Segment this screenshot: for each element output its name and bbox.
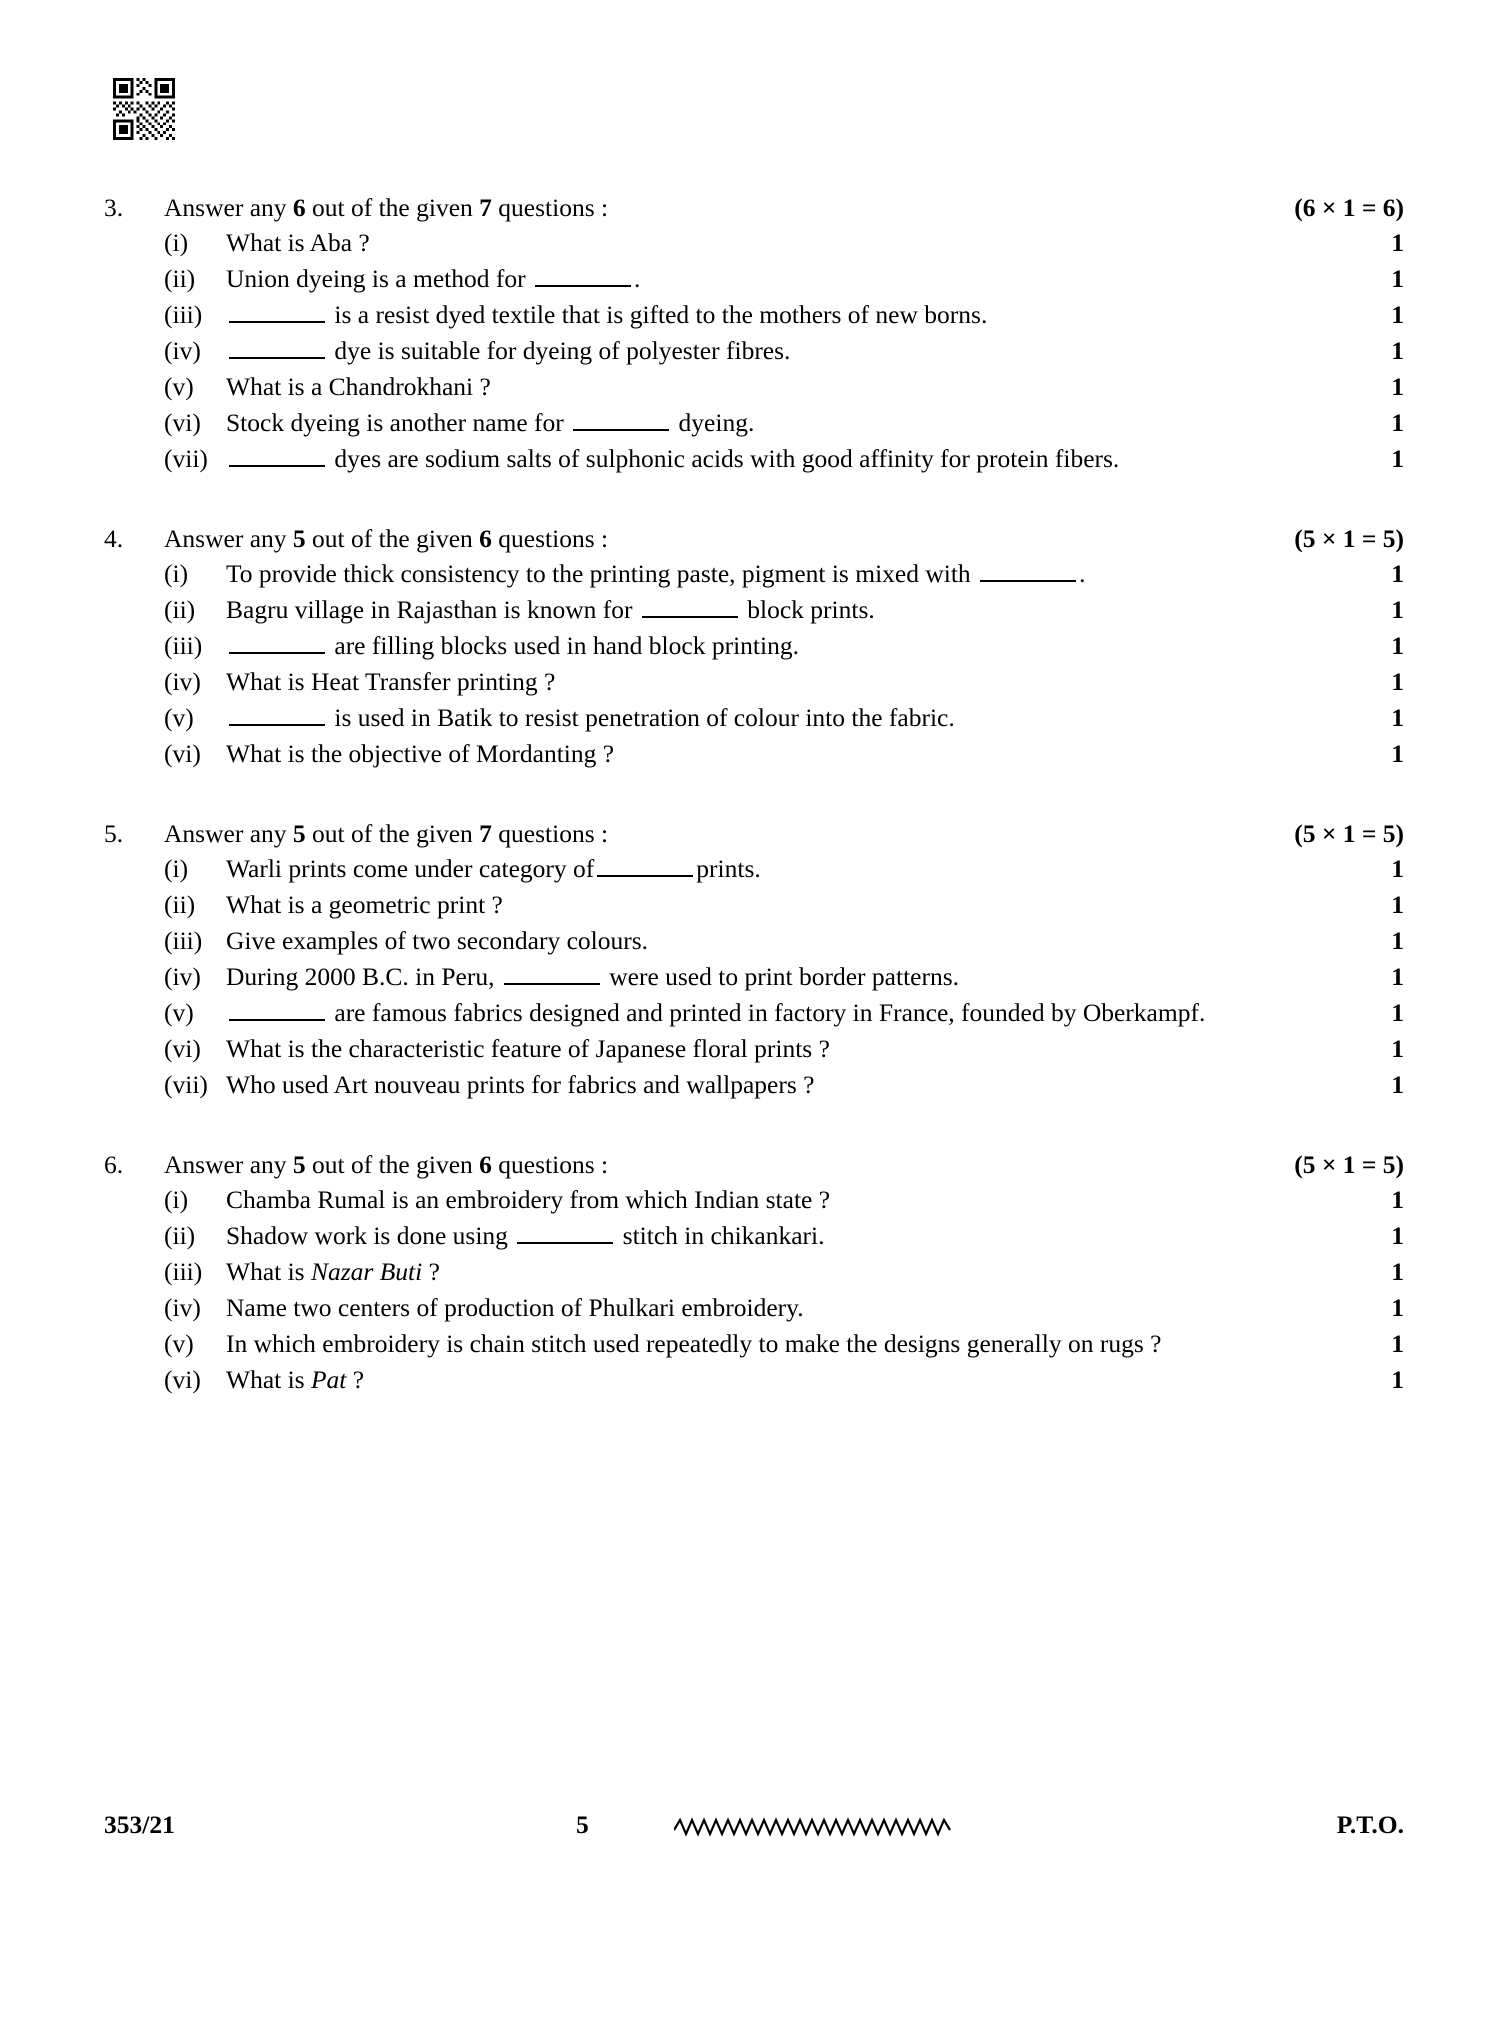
fill-blank: [504, 960, 600, 985]
fill-blank: [229, 298, 325, 323]
heading-mid: out of the given: [305, 524, 480, 553]
qr-code-icon: [113, 78, 175, 140]
sub-question-text: In which embroidery is chain stitch used repeatedly to make the designs generally on rugs ?: [226, 1329, 1162, 1358]
sub-question-row: [104, 441, 1404, 477]
heading-count-answer: 5: [292, 1150, 306, 1179]
sub-question-label: (vii): [164, 444, 208, 473]
sub-question-row: [104, 887, 1404, 923]
sub-question-row: [104, 261, 1404, 297]
question-marks: (5 × 1 = 5): [1294, 524, 1404, 553]
sub-question-mark: 1: [1391, 1365, 1404, 1394]
sub-question-label: (ii): [164, 264, 196, 293]
heading-mid: out of the given: [305, 819, 480, 848]
sub-question-row: [104, 1218, 1404, 1254]
heading-count-total: 7: [479, 193, 492, 222]
question-marks: (5 × 1 = 5): [1294, 819, 1404, 848]
sub-question-mark: 1: [1391, 962, 1404, 991]
sub-question-text: Name two centers of production of Phulkari embroidery.: [226, 1293, 804, 1322]
sub-question-row: [104, 995, 1404, 1031]
sub-question-text: What is a geometric print ?: [226, 890, 503, 919]
sub-question-row: [104, 1362, 1404, 1398]
question-marks: (5 × 1 = 5): [1294, 1150, 1404, 1179]
heading-pre: Answer any: [164, 193, 293, 222]
fill-blank: [229, 334, 325, 359]
sub-question-mark: 1: [1391, 228, 1404, 257]
heading-count-answer: 5: [292, 524, 306, 553]
question-heading-text: [164, 521, 1244, 556]
sub-question-label: (ii): [164, 595, 196, 624]
paper-code: 353/21: [104, 1810, 175, 1839]
heading-count-total: 6: [479, 1150, 492, 1179]
sub-question-label: (iv): [164, 962, 201, 991]
sub-question-label: (vi): [164, 408, 201, 437]
sub-question-mark: 1: [1391, 408, 1404, 437]
page-footer: [104, 1810, 1404, 1856]
sub-question-text: Bagru village in Rajasthan is known for block prints.: [226, 592, 1244, 628]
sub-question-mark: 1: [1391, 595, 1404, 624]
sub-question-mark: 1: [1391, 1070, 1404, 1099]
question-block-5: [104, 816, 1404, 1103]
sub-question-label: (iii): [164, 926, 203, 955]
sub-question-row: [104, 851, 1404, 887]
question-number: 3.: [104, 193, 124, 222]
sub-question-row: [104, 225, 1404, 261]
sub-question-text: Give examples of two secondary colours.: [226, 926, 649, 955]
turn-over-label: P.T.O.: [1336, 1810, 1404, 1839]
question-heading-text: [164, 816, 1244, 851]
sub-question-label: (iii): [164, 631, 203, 660]
question-block-6: [104, 1147, 1404, 1398]
sub-question-label: (iv): [164, 667, 201, 696]
sub-question-label: (i): [164, 1185, 189, 1214]
sub-question-label: (ii): [164, 1221, 196, 1250]
heading-count-total: 7: [479, 819, 492, 848]
sub-question-row: [104, 1326, 1404, 1362]
sub-question-text: is used in Batik to resist penetration of colour into the fabric.: [226, 700, 1244, 736]
sub-question-label: (vi): [164, 1365, 201, 1394]
question-heading-text: [164, 1147, 1244, 1182]
sub-question-label: (iv): [164, 336, 201, 365]
sub-question-text: What is Pat ?: [226, 1365, 365, 1394]
sub-question-label: (iv): [164, 1293, 201, 1322]
sub-question-row: [104, 1067, 1404, 1103]
sub-question-mark: 1: [1391, 890, 1404, 919]
sub-question-mark: 1: [1391, 739, 1404, 768]
sub-question-row: [104, 700, 1404, 736]
question-marks: (6 × 1 = 6): [1294, 193, 1404, 222]
sub-question-text: Shadow work is done using stitch in chikankari.: [226, 1218, 1244, 1254]
fill-blank: [229, 701, 325, 726]
fill-blank: [229, 629, 325, 654]
sub-question-text: dyes are sodium salts of sulphonic acids with good affinity for protein fibers.: [226, 441, 1244, 477]
heading-post: questions :: [491, 193, 609, 222]
sub-question-row: [104, 297, 1404, 333]
question-number: 6.: [104, 1150, 124, 1179]
sub-question-label: (v): [164, 372, 194, 401]
sub-question-label: (iii): [164, 1257, 203, 1286]
sub-question-label: (v): [164, 703, 194, 732]
sub-question-row: [104, 959, 1404, 995]
italic-term: Nazar Buti: [310, 1257, 423, 1286]
sub-question-row: [104, 923, 1404, 959]
question-block-4: [104, 521, 1404, 772]
italic-term: Pat: [310, 1365, 347, 1394]
sub-question-text: are filling blocks used in hand block printing.: [226, 628, 1244, 664]
sub-question-row: [104, 664, 1404, 700]
sub-question-row: [104, 1290, 1404, 1326]
sub-question-text: Stock dyeing is another name for dyeing.: [226, 405, 1244, 441]
sub-question-row: [104, 1182, 1404, 1218]
zigzag-divider-icon: [674, 1816, 954, 1844]
sub-question-text: What is Nazar Buti ?: [226, 1257, 440, 1286]
sub-question-label: (ii): [164, 890, 196, 919]
heading-mid: out of the given: [305, 1150, 480, 1179]
sub-question-row: [104, 333, 1404, 369]
question-number: 5.: [104, 819, 124, 848]
sub-question-text: Warli prints come under category of prints.: [226, 851, 1244, 887]
fill-blank: [642, 593, 738, 618]
sub-question-text: dye is suitable for dyeing of polyester fibres.: [226, 333, 1244, 369]
question-heading-row: [104, 1147, 1404, 1182]
sub-question-mark: 1: [1391, 264, 1404, 293]
fill-blank: [517, 1219, 613, 1244]
sub-question-label: (i): [164, 854, 189, 883]
sub-question-mark: 1: [1391, 336, 1404, 365]
sub-question-label: (iii): [164, 300, 203, 329]
sub-question-mark: 1: [1391, 667, 1404, 696]
sub-question-text: What is Aba ?: [226, 228, 370, 257]
sub-question-label: (v): [164, 1329, 194, 1358]
sub-question-row: [104, 736, 1404, 772]
sub-question-row: [104, 556, 1404, 592]
sub-question-label: (v): [164, 998, 194, 1027]
heading-mid: out of the given: [305, 193, 480, 222]
heading-post: questions :: [491, 524, 609, 553]
sub-question-text: What is a Chandrokhani ?: [226, 372, 491, 401]
page-number: 5: [576, 1810, 589, 1839]
sub-question-text: What is the characteristic feature of Japanese floral prints ?: [226, 1034, 830, 1063]
heading-post: questions :: [491, 819, 609, 848]
sub-question-mark: 1: [1391, 1329, 1404, 1358]
fill-blank: [597, 852, 693, 877]
sub-question-text: To provide thick consistency to the printing paste, pigment is mixed with .: [226, 556, 1244, 592]
sub-question-mark: 1: [1391, 631, 1404, 660]
sub-question-text: is a resist dyed textile that is gifted to the mothers of new borns.: [226, 297, 1244, 333]
questions-container: [104, 190, 1404, 1398]
sub-question-mark: 1: [1391, 372, 1404, 401]
sub-question-mark: 1: [1391, 1257, 1404, 1286]
sub-question-text: Who used Art nouveau prints for fabrics and wallpapers ?: [226, 1070, 815, 1099]
sub-question-mark: 1: [1391, 1293, 1404, 1322]
sub-question-row: [104, 1031, 1404, 1067]
sub-question-text: Union dyeing is a method for .: [226, 261, 1244, 297]
fill-blank: [573, 406, 669, 431]
sub-question-text: Chamba Rumal is an embroidery from which Indian state ?: [226, 1185, 831, 1214]
question-heading-row: [104, 816, 1404, 851]
sub-question-text: During 2000 B.C. in Peru, were used to print border patterns.: [226, 959, 1244, 995]
heading-pre: Answer any: [164, 524, 293, 553]
sub-question-mark: 1: [1391, 703, 1404, 732]
sub-question-row: [104, 628, 1404, 664]
heading-count-answer: 6: [292, 193, 306, 222]
sub-question-mark: 1: [1391, 300, 1404, 329]
fill-blank: [535, 262, 631, 287]
sub-question-label: (vi): [164, 739, 201, 768]
question-heading-text: [164, 190, 1244, 225]
sub-question-row: [104, 1254, 1404, 1290]
sub-question-text: are famous fabrics designed and printed in factory in France, founded by Oberkampf.: [226, 995, 1244, 1031]
sub-question-mark: 1: [1391, 559, 1404, 588]
sub-question-mark: 1: [1391, 926, 1404, 955]
sub-question-mark: 1: [1391, 854, 1404, 883]
question-heading-row: [104, 521, 1404, 556]
sub-question-label: (vii): [164, 1070, 208, 1099]
sub-question-row: [104, 592, 1404, 628]
heading-pre: Answer any: [164, 819, 293, 848]
sub-question-text: What is Heat Transfer printing ?: [226, 667, 556, 696]
sub-question-mark: 1: [1391, 444, 1404, 473]
fill-blank: [229, 442, 325, 467]
sub-question-row: [104, 405, 1404, 441]
sub-question-mark: 1: [1391, 998, 1404, 1027]
heading-count-answer: 5: [292, 819, 306, 848]
sub-question-text: What is the objective of Mordanting ?: [226, 739, 615, 768]
heading-pre: Answer any: [164, 1150, 293, 1179]
question-number: 4.: [104, 524, 124, 553]
sub-question-row: [104, 369, 1404, 405]
fill-blank: [980, 557, 1076, 582]
question-block-3: [104, 190, 1404, 477]
heading-count-total: 6: [479, 524, 492, 553]
sub-question-mark: 1: [1391, 1034, 1404, 1063]
sub-question-label: (vi): [164, 1034, 201, 1063]
fill-blank: [229, 996, 325, 1021]
sub-question-mark: 1: [1391, 1221, 1404, 1250]
question-heading-row: [104, 190, 1404, 225]
sub-question-mark: 1: [1391, 1185, 1404, 1214]
heading-post: questions :: [491, 1150, 609, 1179]
sub-question-label: (i): [164, 559, 189, 588]
sub-question-label: (i): [164, 228, 189, 257]
